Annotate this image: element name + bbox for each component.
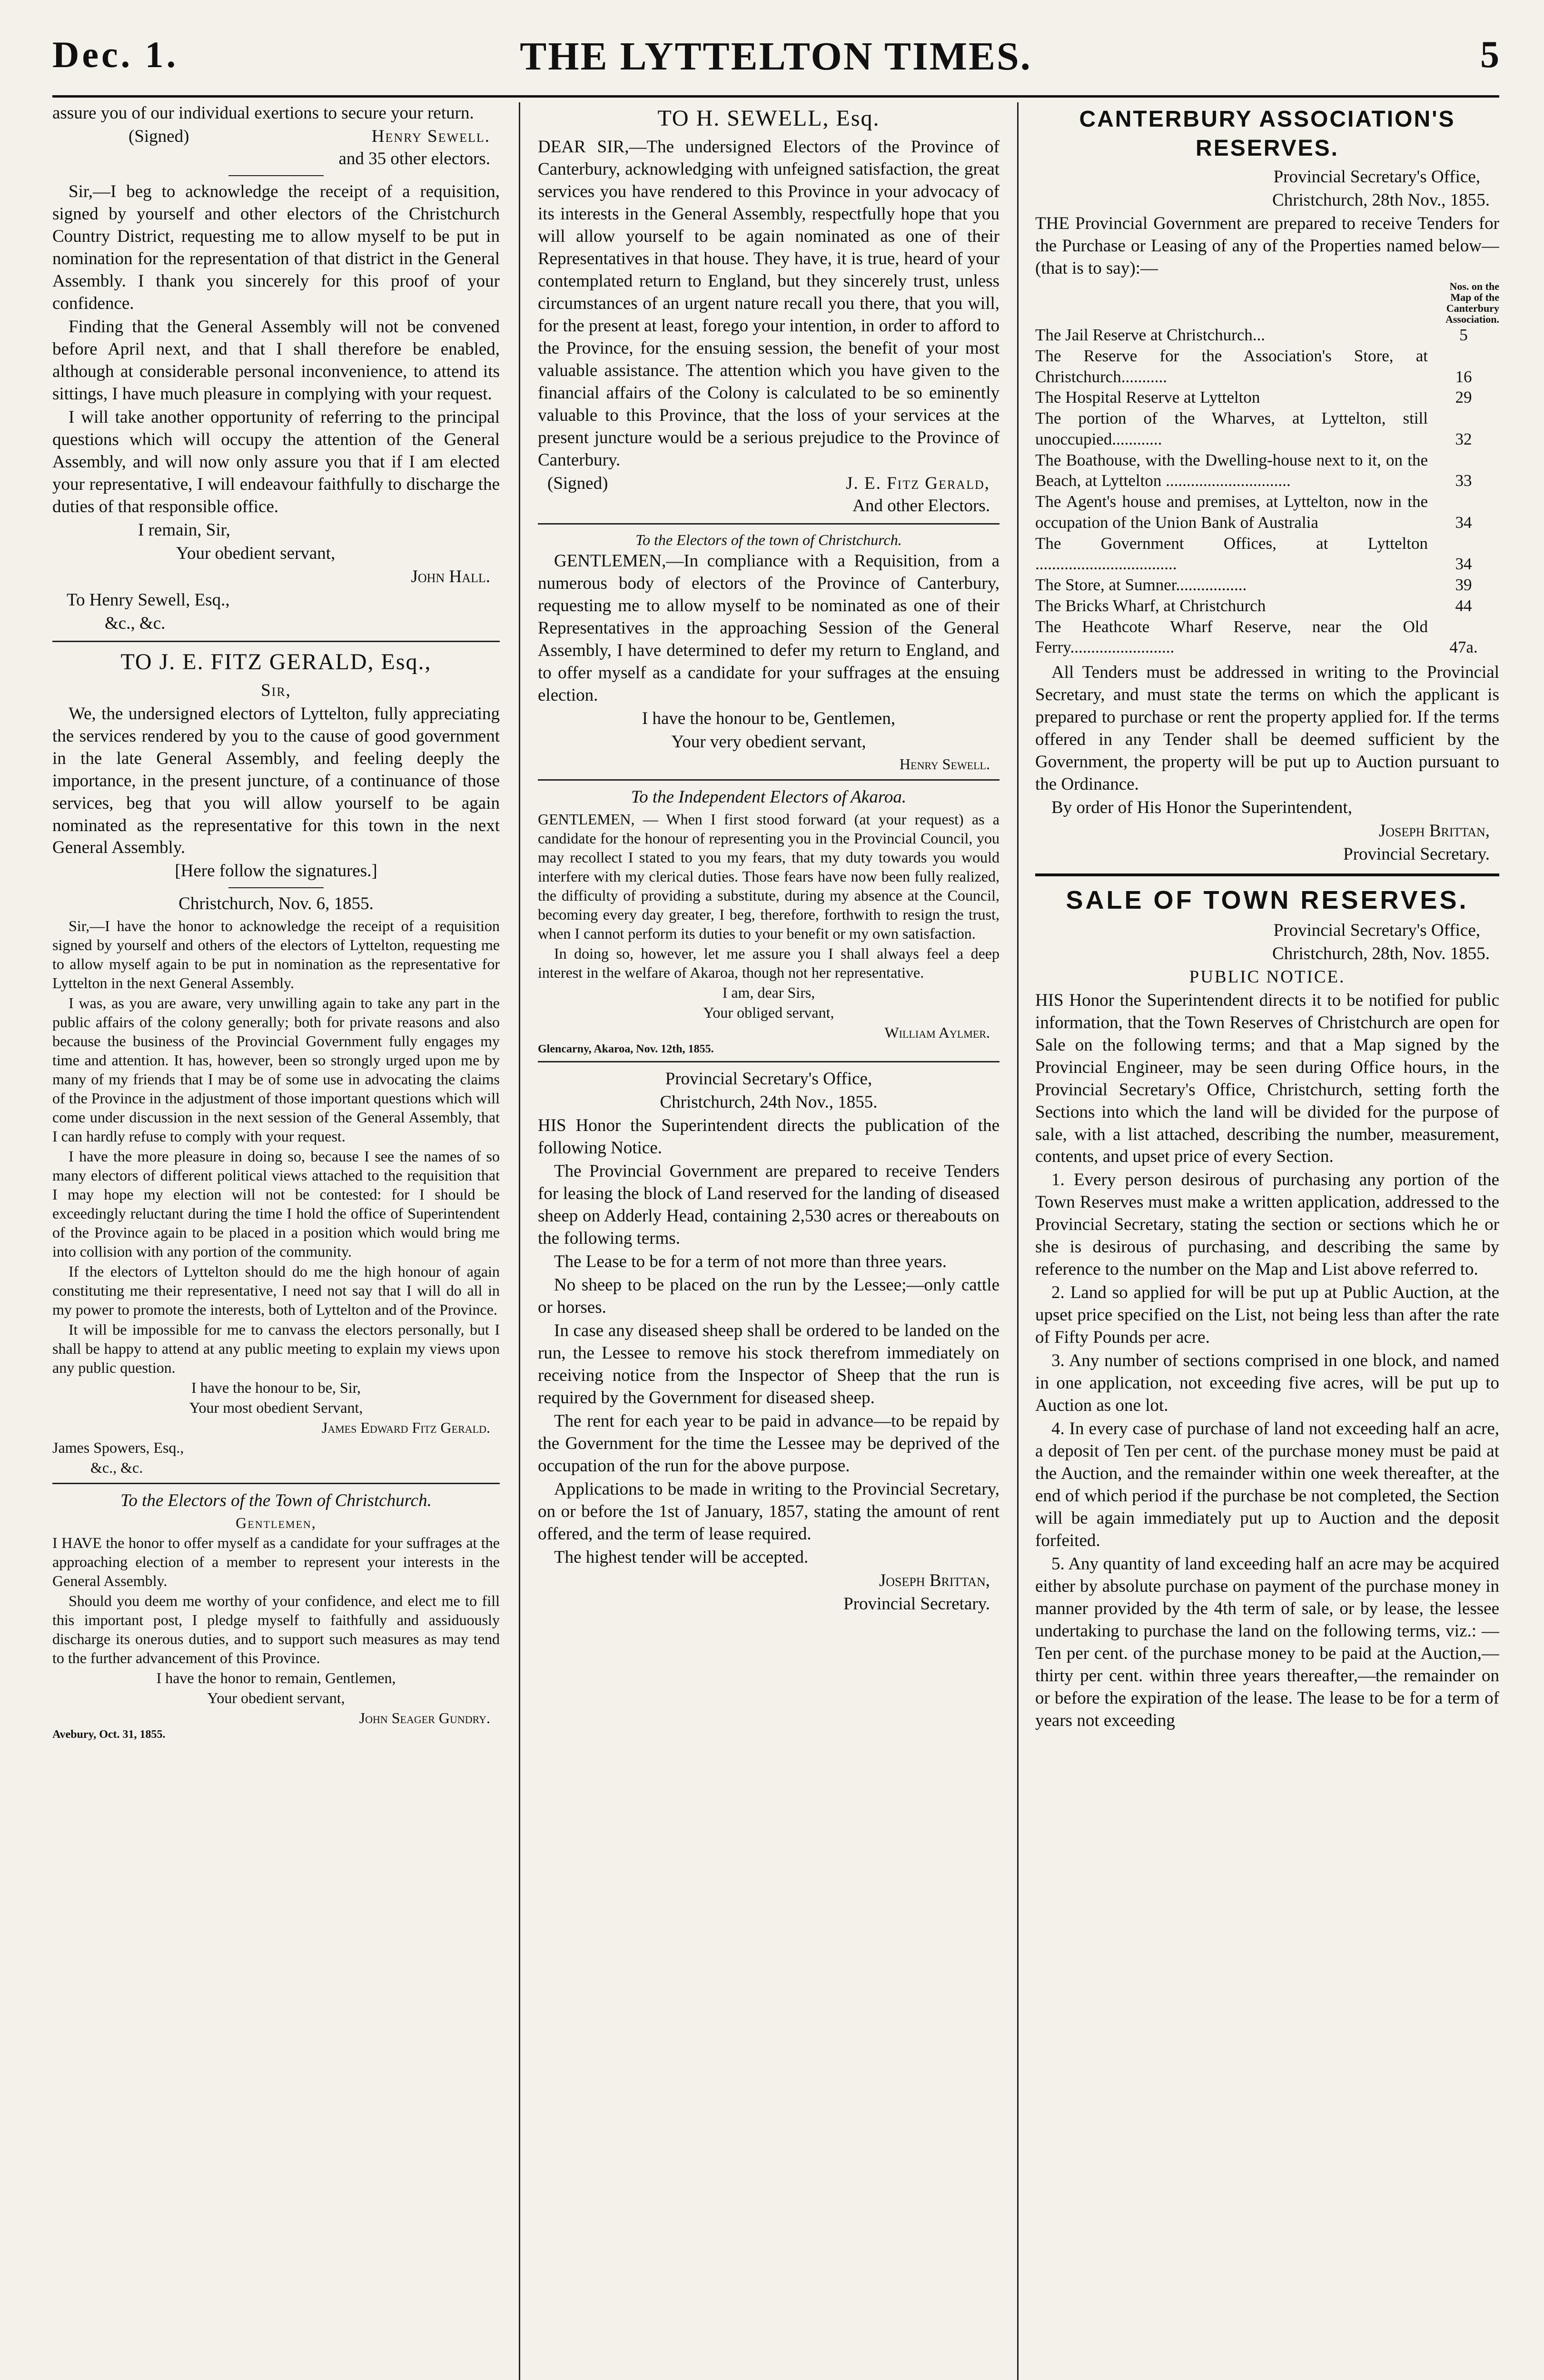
closing: I have the honour to be, Gentlemen,: [642, 708, 896, 728]
advert-heading: To the Independent Electors of Akaroa.: [631, 787, 907, 807]
fitzgerald-reply-paragraph: I have the more pleasure in doing so, because I see the names of so many electors of different political views attached to the requisition that I may hope my election will not be contested: for I should be exceedingly reluctant during the time I hold the office of Superintendent of the Province again to be placed in a position which would bring me into collision with any portion of the community.: [52, 1148, 500, 1260]
column-2: [538, 102, 1000, 2380]
reserves-intro: THE Provincial Government are prepared to receive Tenders for the Purchase or Leasing of any of the Properties named below—(that is to say):—: [1035, 213, 1499, 278]
table-row: The Heathcote Wharf Reserve, near the Old Ferry......................... 47a.: [1035, 617, 1478, 657]
table-row: The Boathouse, with the Dwelling-house next to it, on the Beach, at Lyttelton .............................. 33: [1035, 450, 1472, 490]
reserves-paragraph: By order of His Honor the Superintendent,: [1051, 798, 1352, 818]
sale-term: 3. Any number of sections comprised in one block, and named in one application, not exceeding five acres, will be put up to Auction as one lot.: [1035, 1351, 1499, 1416]
signer-name: J. E. Fitz Gerald,: [846, 473, 990, 493]
place-date: Glencarny, Akaroa, Nov. 12th, 1855.: [538, 1042, 714, 1055]
signatures-note: [Here follow the signatures.]: [175, 861, 377, 881]
lease-paragraph: No sheep to be placed on the run by the Lessee;—only cattle or horses.: [538, 1275, 1000, 1317]
advert-heading: To the Electors of the Town of Christchurch.: [120, 1491, 432, 1511]
signer-name: William Aylmer.: [884, 1023, 990, 1041]
sewell-reply-paragraph: GENTLEMEN,—In compliance with a Requisition, from a numerous body of electors of the Province of Canterbury, requesting me to allow myself to be nominated as one of their Representatives in the approaching Session of the General Assembly, I have determined to defer my return to England, and to offer myself as a candidate for your suffrages at the ensuing election.: [538, 551, 1000, 705]
closing: I have the honour to be, Sir,: [191, 1379, 361, 1397]
column-divider: [1017, 102, 1019, 2380]
sale-term: 2. Land so applied for will be put up at Public Auction, at the upset price specified on the List, not being less than after the rate of Fifty Pounds per acre.: [1035, 1283, 1499, 1348]
signed-label: (Signed): [547, 473, 608, 493]
section-heading: TO H. SEWELL, Esq.: [657, 106, 880, 131]
office-name: Provincial Secretary's Office,: [665, 1069, 872, 1089]
signed-label: (Signed): [129, 126, 189, 146]
fitzgerald-reply-paragraph: Sir,—I have the honor to acknowledge the receipt of a requisition signed by yourself and others of the electors of Lyttelton, requesting me to allow myself again to be put in nomination as the representative for Lyttelton in the next General Assembly.: [52, 917, 500, 992]
sale-term: 1. Every person desirous of purchasing any portion of the Town Reserves must make a written application, addressed to the Provincial Secretary, stating the section or sections which he or she is desirous of purchasing, and describing the same by reference to the number on the Map and List above referred to.: [1035, 1170, 1499, 1279]
lease-paragraph: The highest tender will be accepted.: [554, 1547, 809, 1567]
gundry-paragraph: Should you deem me worthy of your confidence, and elect me to fill this important post, I pledge myself to faithfully and assiduously discharge its onerous duties, and to support such measures as may tend to the further advancement of this Province.: [52, 1592, 500, 1667]
divider: [228, 887, 324, 888]
signer-name: Joseph Brittan,: [879, 1570, 990, 1590]
closing: Your very obedient servant,: [671, 732, 866, 752]
table-row: The Agent's house and premises, at Lyttelton, now in the occupation of the Union Bank of Australia 34: [1035, 492, 1472, 532]
closing: I am, dear Sirs,: [722, 983, 815, 1001]
addressee: James Spowers, Esq.,: [52, 1439, 184, 1457]
lease-paragraph: Applications to be made in writing to the Provincial Secretary, on or before the 1st of January, 1857, stating the amount of rent offered, and the term of lease required.: [538, 1479, 1000, 1544]
table-row: The Jail Reserve at Christchurch... 5: [1035, 326, 1468, 345]
newspaper-title: THE LYTTELTON TIMES.: [520, 34, 1032, 79]
signer-name: Henry Sewell.: [371, 126, 490, 146]
masthead-rule: [52, 95, 1499, 98]
place-date: Christchurch, Nov. 6, 1855.: [178, 894, 374, 914]
hall-letter-paragraph: I will take another opportunity of referring to the principal questions which will occupy the attention of the General Assembly, and will now only assure you that if I am elected your representative, I will endeavour faithfully to discharge the duties of that responsible office.: [52, 407, 500, 516]
reserves-paragraph: All Tenders must be addressed in writing to the Provincial Secretary, and must state the terms on which the applicant is prepared to purchase or rent the property applied for. If the terms offered in any Tender shall be deemed sufficient by the Government, the property will be put up to Auction pursuant to the Ordinance.: [1035, 663, 1499, 794]
fitzgerald-reply-paragraph: If the electors of Lyttelton should do me the high honour of again constituting me their representative, I need not say that I will do all in my power to promote the interests, both of Lyttelton and of the Province.: [52, 1263, 500, 1319]
office-name: Provincial Secretary's Office,: [1273, 920, 1480, 940]
notice-date: Christchurch, 24th Nov., 1855.: [660, 1092, 878, 1112]
other-electors: And other Electors.: [852, 496, 990, 516]
signer-name: Joseph Brittan,: [1378, 821, 1490, 841]
salutation: Gentlemen,: [236, 1514, 317, 1532]
signer-name: Henry Sewell.: [899, 755, 990, 773]
column-divider: [519, 102, 520, 2380]
divider: [538, 1061, 1000, 1062]
signer-name: John Seager Gundry.: [359, 1709, 490, 1727]
lease-paragraph: The rent for each year to be paid in advance—to be repaid by the Government for the time the Lessee may be deprived of the occupation of the run for the above purpose.: [538, 1411, 1000, 1476]
sale-term: 5. Any quantity of land exceeding half an acre may be acquired either by absolute purchase on payment of the purchase money in manner provided by the 4th term of sale, or by lease, the lessee undertaking to purchase the land on the following terms, viz.: —Ten per cent. of the purchase money to be paid at the Auction,—thirty per cent. within three years thereafter,—the remainder on or before the expiration of the lease. The lease to be for a term of years not exceeding: [1035, 1554, 1499, 1731]
closing: I remain, Sir,: [138, 520, 230, 540]
divider: [538, 523, 1000, 525]
divider: [52, 641, 500, 642]
addressee: To Henry Sewell, Esq.,: [67, 590, 230, 610]
reserves-table: [1035, 325, 1499, 658]
sewell-signature-line: [52, 126, 500, 148]
fitzgerald-reply-paragraph: It will be impossible for me to canvass the electors personally, but I shall be happy to attend at any public meeting to explain my views upon any public question.: [52, 1321, 500, 1377]
divider: [52, 1483, 500, 1484]
requisition-paragraph: DEAR SIR,—The undersigned Electors of the Province of Canterbury, acknowledging with unfeigned satisfaction, the great services you have rendered to this Province in your advocacy of its interests in the General Assembly, respectfully hope that you will allow yourself to be again nominated as one of their Representatives in that house. They have, it is true, heard of your contemplated return to England, but they sincerely trust, unless circumstances of an urgent nature recall you there, that you will, for the present at least, forego your intention, in order to afford to the Province, for the ensuing session, the benefit of your most valuable assistance. The attention which you have given to the financial affairs of the Colony is calculated to be so eminently valuable to this Province, that the loss of your services at the present juncture would be a serious prejudice to the Province of Canterbury.: [538, 137, 1000, 470]
table-row: The Store, at Sumner................. 39: [1035, 575, 1472, 595]
hall-letter-paragraph: Finding that the General Assembly will not be convened before April next, and that I shall therefore be enabled, although at considerable personal inconvenience, to attend its sittings, I have much pleasure in complying with your request.: [52, 317, 500, 404]
lease-paragraph: HIS Honor the Superintendent directs the publication of the following Notice.: [538, 1115, 1000, 1158]
table-row: The Bricks Wharf, at Christchurch 44: [1035, 596, 1472, 615]
place-date: Avebury, Oct. 31, 1855.: [52, 1728, 166, 1741]
table-row: The Hospital Reserve at Lyttelton 29: [1035, 388, 1472, 407]
divider: [228, 175, 324, 176]
salutation: Sir,: [261, 680, 291, 700]
addressee: &c., &c.: [90, 1459, 143, 1477]
lease-paragraph: The Lease to be for a term of not more than three years.: [554, 1251, 947, 1271]
closing: Your obedient servant,: [176, 543, 336, 563]
section-heading: SALE OF TOWN RESERVES.: [1066, 886, 1469, 915]
advert-heading: To the Electors of the town of Christchurch.: [635, 531, 902, 548]
column-1: [52, 102, 500, 2380]
table-row: The Government Offices, at Lyttelton .................................. 34: [1035, 534, 1472, 574]
notice-date: Christchurch, 28th Nov., 1855.: [1272, 190, 1490, 210]
addressee: &c., &c.: [105, 613, 166, 633]
office-name: Provincial Secretary's Office,: [1273, 167, 1480, 187]
map-number-header: Nos. on the Map of the Canterbury Association.: [1445, 280, 1499, 326]
table-row: The portion of the Wharves, at Lyttelton, still unoccupied............ 32: [1035, 409, 1472, 448]
closing: I have the honor to remain, Gentlemen,: [156, 1669, 396, 1687]
sewell-letter-tail: assure you of our individual exertions to secure your return.: [52, 103, 474, 123]
requisition-paragraph: We, the undersigned electors of Lyttelton, fully appreciating the services rendered by you to the cause of good government in the late General Assembly, and feeling deeply the importance, in the present juncture, of a continuance of those services, beg that you will allow yourself to be again nominated as the representative for this town in the next General Assembly.: [52, 704, 500, 858]
notice-title: PUBLIC NOTICE.: [1189, 967, 1346, 987]
lease-paragraph: The Provincial Government are prepared to receive Tenders for leasing the block of Land reserved for the landing of diseased sheep on Adderly Head, containing 2,530 acres or thereabouts on the following terms.: [538, 1161, 1000, 1248]
sale-term: 4. In every case of purchase of land not exceeding half an acre, a deposit of Ten per cent. of the purchase money must be paid at the Auction, and the remainder within one week thereafter, at the end of which period if the purchase be not completed, the Section will be again immediately put up to Auction and the deposit forfeited.: [1035, 1419, 1499, 1551]
divider: [538, 779, 1000, 781]
fitzgerald-reply-paragraph: I was, as you are aware, very unwilling again to take any part in the public affairs of the colony generally; both for private reasons and also because the business of the Provincial Government fully engages my time and attention. It has, however, been so strongly urged upon me by many of my friends that I may be of some use in advocating the claims of the Province in the adjustment of those important questions which will come under discussion in the next session of the General Assembly, that I can hardly refuse to comply with your request.: [52, 994, 500, 1145]
masthead: [52, 33, 1499, 95]
signature-line: [538, 473, 1000, 495]
table-row: The Reserve for the Association's Store, at Christchurch........... 16: [1035, 346, 1472, 386]
closing: Your most obedient Servant,: [189, 1399, 363, 1417]
gundry-paragraph: I HAVE the honor to offer myself as a candidate for your suffrages at the approaching election of a member to represent your interests in the General Assembly.: [52, 1534, 500, 1590]
sale-intro: HIS Honor the Superintendent directs it to be notified for public information, that the Town Reserves of Christchurch are open for Sale on the following terms; and that a Map signed by the Provincial Engineer, may be seen during Office hours, in the Provincial Secretary's Office, Christchurch, setting forth the Sections into which the land will be divided for the purpose of sale, with a list attached, describing the number, measurement, contents, and upset price of every Section.: [1035, 990, 1499, 1167]
closing: Your obliged servant,: [703, 1003, 834, 1021]
other-electors: and 35 other electors.: [338, 149, 490, 169]
akaroa-paragraph: GENTLEMEN, — When I first stood forward (at your request) as a candidate for the honour of representing you in the Provincial Council, you may recollect I stated to you my fears, that my duty towards you would interfere with my clerical duties. Those fears have now been fully realized, the difficulty of providing a substitute, during my absence at the Council, becoming every day greater, I beg, therefore, forthwith to resign the trust, when I cannot perform its duties to your benefit or my own satisfaction.: [538, 810, 1000, 942]
lease-paragraph: In case any diseased sheep shall be ordered to be landed on the run, the Lessee to remove his stock therefrom immediately on receiving notice from the Inspector of Sheep that the run is required by the Government for diseased sheep.: [538, 1320, 1000, 1408]
signer-name: James Edward Fitz Gerald.: [321, 1419, 490, 1437]
column-3: [1035, 102, 1499, 2380]
hall-letter-paragraph: Sir,—I beg to acknowledge the receipt of a requisition, signed by yourself and other electors of the Christchurch Country District, requesting me to allow myself to be put in nomination for the representation of that district in the General Assembly. I thank you sincerely for this proof of your confidence.: [52, 181, 500, 313]
issue-date: Dec. 1.: [52, 34, 179, 75]
divider: [1035, 873, 1499, 876]
page-number: 5: [1480, 34, 1499, 76]
akaroa-paragraph: In doing so, however, let me assure you I shall always feel a deep interest in the welfare of Akaroa, though not her representative.: [538, 944, 1000, 981]
section-heading: TO J. E. FITZ GERALD, Esq.,: [120, 649, 432, 674]
signer-title: Provincial Secretary.: [1343, 844, 1490, 864]
signer-name: John Hall.: [411, 566, 490, 586]
signer-title: Provincial Secretary.: [843, 1594, 990, 1614]
closing: Your obedient servant,: [207, 1689, 345, 1707]
notice-date: Christchurch, 28th, Nov. 1855.: [1272, 943, 1490, 963]
section-heading: CANTERBURY ASSOCIATION'S RESERVES.: [1079, 107, 1455, 161]
